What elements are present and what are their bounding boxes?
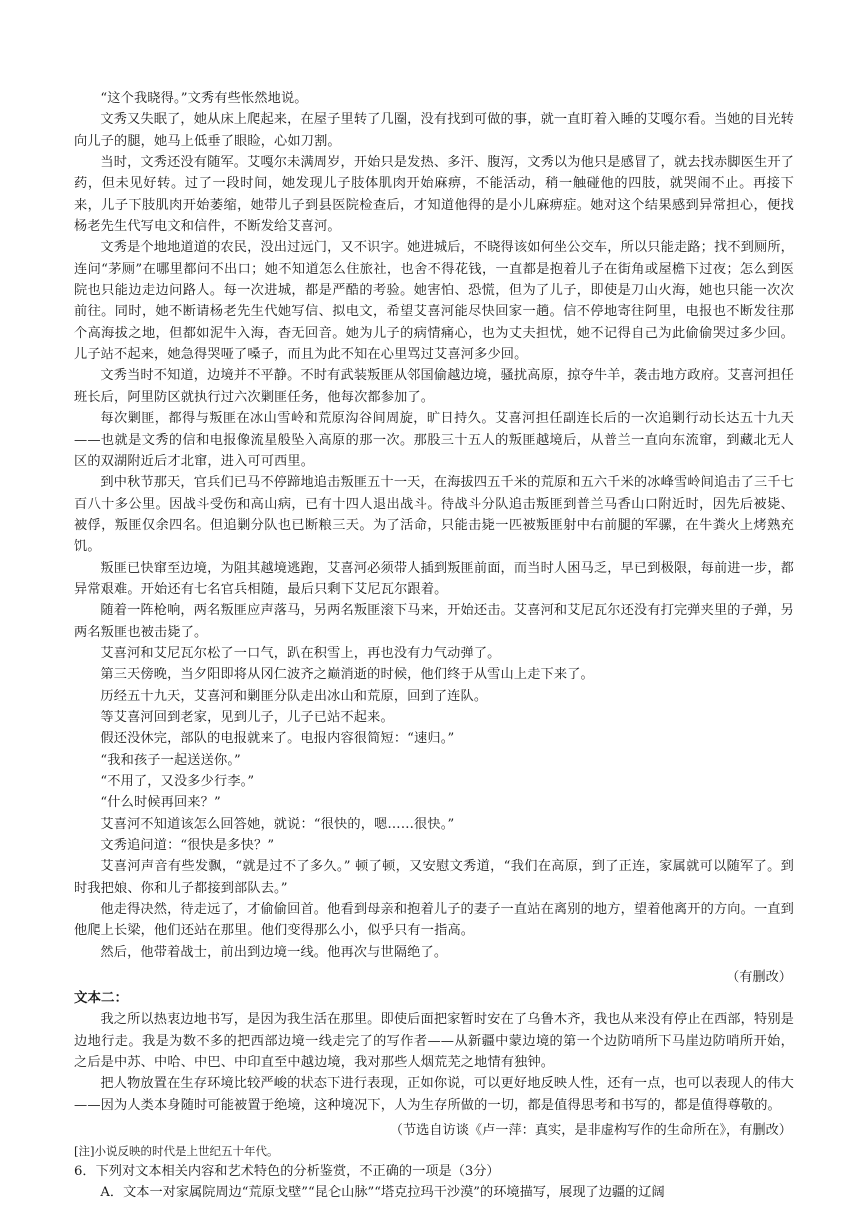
paragraph: “这个我晓得。”文秀有些怅然地说。 [100, 91, 308, 106]
text1-source-note: （有删改） [726, 970, 792, 986]
document-page [74, 88, 794, 1203]
text1-section [74, 88, 794, 988]
paragraph: 当时，文秀还没有随军。艾嘎尔未满周岁，开始只是发热、多汗、腹泻，文秀以为他只是感冒了，就去找赤脚医生开了药，但未见好转。过了一段时间，她发现儿子肢体肌肉开始麻痹，不能活动，稍一触碰他的四肢，就哭闹不止。再接下来，儿子下肢肌肉开始萎缩，她带儿子到县医院检查后，才知道他得的是小儿麻痹症。她对这个结果感到异常担心，便找杨老先生代写电文和信件，不断发给艾喜河。 [74, 155, 794, 235]
paragraph: 文秀追问道：“很快是多快？” [100, 838, 275, 854]
paragraph: 每次剿匪，都得与叛匪在冰山雪岭和荒原沟谷间周旋，旷日持久。艾喜河担任副连长后的一次追剿行动长达五十九天——也就是文秀的信和电报像流星般坠入高原的那一次。那股三十五人的叛匪越境后，从普兰一直向东流窜，到藏北无人区的双湖附近后才北窜，进入可可西里。 [74, 411, 794, 469]
paragraph: 到中秋节那天，官兵们已马不停蹄地追击叛匪五十一天，在海拔四五千米的荒原和五六千米的冰峰雪岭间追击了三千七百八十多公里。因战斗受伤和高山病，已有十四人退出战斗。待战斗分队追击叛匪到普兰马香山口附近时，因先后被毙、被俘，叛匪仅余四名。但追剿分队也已断粮三天。为了活命，只能击毙一匹被叛匪射中右前腿的军骡，在牛粪火上烤熟充饥。 [74, 475, 794, 555]
text2-section [74, 988, 794, 1141]
paragraph: 随着一阵枪响，两名叛匪应声落马，另两名叛匪滚下马来，开始还击。艾喜河和艾尼瓦尔还没有打完弹夹里的子弹，另两名叛匪也被击毙了。 [74, 603, 794, 640]
question-stem: 6．下列对文本相关内容和艺术特色的分析鉴赏，不正确的一项是（3分） [74, 1163, 500, 1179]
paragraph: “我和孩子一起送送你。” [100, 752, 241, 768]
footnote: [注]小说反映的时代是上世纪五十年代。 [74, 1143, 279, 1158]
paragraph: “什么时候再回来？” [100, 795, 221, 811]
paragraph: “不用了，又没多少行李。” [100, 774, 255, 789]
paragraph: 他走得决然，待走远了，才偷偷回首。他看到母亲和抱着儿子的妻子一直站在离别的地方，望着他离开的方向。一直到他爬上长梁，他们还站在那里。他们变得那么小，似乎只有一指高。 [74, 902, 794, 939]
paragraph: 第三天傍晚，当夕阳即将从冈仁波齐之巅消逝的时候，他们终于从雪山上走下来了。 [100, 667, 594, 683]
text2-heading: 文本二： [74, 990, 128, 1007]
paragraph: 艾喜河和艾尼瓦尔松了一口气，趴在积雪上，再也没有力气动弹了。 [100, 645, 501, 661]
paragraph: 然后，他带着战士，前出到边境一线。他再次与世隔绝了。 [100, 944, 448, 960]
paragraph: 文秀又失眠了，她从床上爬起来，在屋子里转了几圈，没有找到可做的事，就一直盯着入睡的艾嘎尔看。当她的目光转向儿子的腿，她马上低垂了眼睑，心如刀割。 [74, 112, 794, 149]
paragraph: 艾喜河声音有些发飘，“就是过不了多久。” 顿了顿，又安慰文秀道，“我们在高原，到了正连，家属就可以随军了。到时我把娘、你和儿子都接到部队去。” [74, 859, 794, 896]
question-6 [74, 1161, 794, 1203]
paragraph: 我之所以热衷边地书写，是因为我生活在那里。即使后面把家暂时安在了乌鲁木齐，我也从来没有停止在西部，特别是边地行走。我是为数不多的把西部边境一线走完了的写作者——从新疆中蒙边境的第一个边防哨所下马崖边防哨所开始，之后是中苏、中哈、中巴、中印直至中越边境，我对那些人烟荒芜之地情有独钟。 [74, 1012, 794, 1071]
paragraph: 叛匪已快窜至边境，为阻其越境逃跑，艾喜河必须带人插到叛匪前面，而当时人困马乏，早已到极限，每前进一步，都异常艰难。开始还有七名官兵相随，最后只剩下艾尼瓦尔跟着。 [74, 560, 794, 597]
paragraph: 把人物放置在生存环境比较严峻的状态下进行表现，正如你说，可以更好地反映人性，还有一点，也可以表现人的伟大——因为人类本身随时可能被置于绝境，这种境况下，人为生存所做的一切，都是值得思考和书写的，都是值得尊敬的。 [74, 1076, 794, 1113]
paragraph: 文秀是个地地道道的农民，没出过远门，又不识字。她进城后，不晓得该如何坐公交车，所以只能走路；找不到厕所，连问“茅厕”在哪里都问不出口；她不知道怎么住旅社，也舍不得花钱，一直都是抱着儿子在街角或屋檐下过夜；怎么到医院也只能边走边问路人。每一次进城，都是严酷的考验。她害怕、恐慌，但为了儿子，即使是刀山火海，她也只能一次次前往。同时，她不断请杨老先生代她写信、拟电文，希望艾喜河能尽快回家一趟。信不停地寄往阿里，电报也不断发往那个高海拔之地，但都如泥牛入海，杳无回音。她为儿子的病情痛心，也为丈夫担忧，她不记得自己为此偷偷哭过多少回。儿子站不起来，她急得哭哑了嗓子，而且为此不知在心里骂过艾喜河多少回。 [74, 240, 794, 363]
text2-source-note: （节选自访谈《卢一萍：真实，是非虚构写作的生命所在》，有删改） [389, 1123, 792, 1139]
paragraph: 艾喜河不知道该怎么回答她，就说：“很快的，嗯……很快。” [100, 816, 455, 832]
paragraph: 历经五十九天，艾喜河和剿匪分队走出冰山和荒原，回到了连队。 [100, 688, 488, 704]
paragraph: 假还没休完，部队的电报就来了。电报内容很简短：“速归。” [100, 731, 455, 747]
paragraph: 等艾喜河回到老家，见到儿子，儿子已站不起来。 [100, 709, 394, 725]
option-a: A．文本一对家属院周边“荒原戈壁”“昆仑山脉”“塔克拉玛干沙漠”的环境描写，展现了边疆的辽阔 [100, 1184, 665, 1200]
paragraph: 文秀当时不知道，边境并不平静。不时有武装叛匪从邻国偷越边境，骚扰高原，掠夺牛羊，袭击地方政府。艾喜河担任班长后，阿里防区就执行过六次剿匪任务，他每次都参加了。 [74, 368, 794, 405]
